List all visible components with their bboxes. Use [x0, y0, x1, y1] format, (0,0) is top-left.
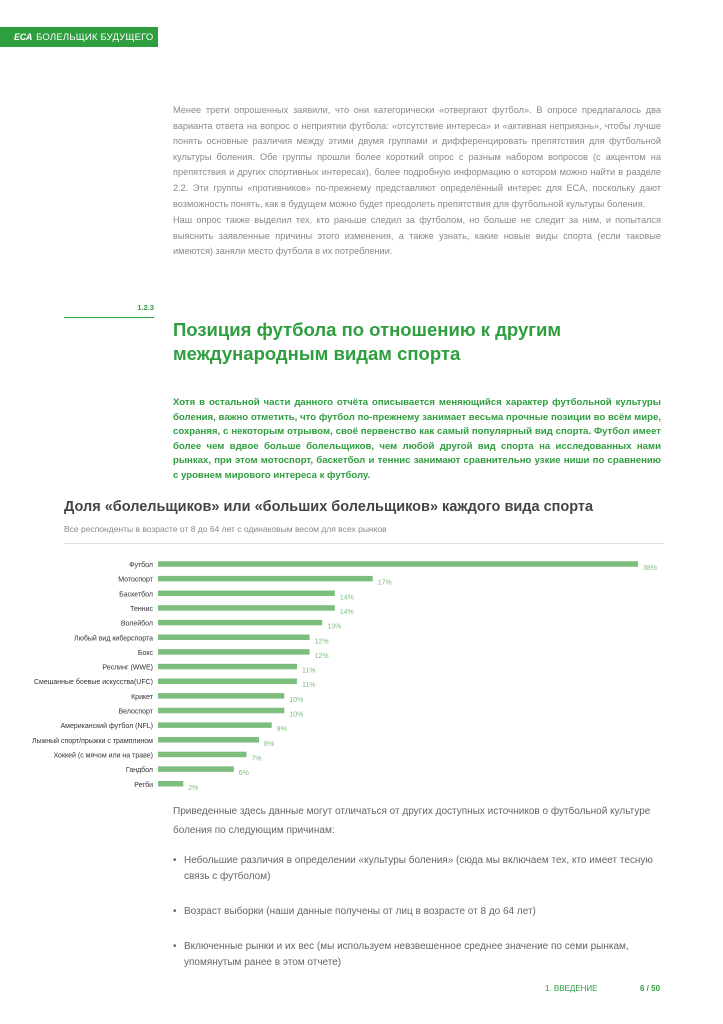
value-label: 2% — [188, 784, 199, 792]
intro-paragraph-1: Менее трети опрошенных заявили, что они категорически «отвергают футбол». В опросе предлагалось два варианта ответа на вопрос о неприятии футбола: «отсутствие интереса» и «активная неприязнь», чтобы лучше понять основные различия между этими двумя группами и дифференцировать препятствия для футбольной культуры боления. Обе группы прошли более короткий опрос с разным набором вопросов (с акцентом на препятствия и других спортивных интересах), более подробную информацию о котором можно найти в разделе 2.2. Эти группы «противников» по-прежнему представляют определённый интерес для ECA, поскольку дают возможность понять, как в будущем можно будет преодолеть препятствия для футбольной культуры боления. — [173, 105, 661, 209]
bar — [158, 635, 310, 641]
chart-title: Доля «болельщиков» или «больших болельщиков» каждого вида спорта — [64, 499, 594, 515]
category-label: Хоккей (с мячом или на траве) — [53, 752, 153, 760]
category-label: Американский футбол (NFL) — [60, 723, 153, 731]
value-label: 12% — [314, 638, 329, 646]
header-title: БОЛЕЛЬЩИК БУДУЩЕГО — [36, 31, 154, 43]
footnote-bullet: • Включенные рынки и их вес (мы используем невзвешенное среднее значение по семи рынкам, упомянутым ранее в этом отчете) — [173, 939, 663, 971]
eca-logo: ECA — [14, 32, 33, 42]
chart-divider — [64, 543, 664, 544]
category-label: Любый вид киберспорта — [73, 635, 153, 643]
section-divider — [64, 317, 154, 318]
bar — [158, 649, 310, 655]
value-label: 8% — [264, 740, 275, 748]
value-label: 10% — [289, 711, 304, 719]
value-label: 6% — [238, 770, 249, 778]
value-label: 12% — [314, 652, 329, 660]
category-label: Бокс — [137, 649, 153, 657]
value-label: 14% — [339, 594, 354, 602]
intro-text — [173, 103, 661, 261]
bar — [158, 752, 246, 758]
bar — [158, 693, 284, 699]
bar — [158, 605, 335, 611]
page-number: 6 / 50 — [640, 984, 661, 993]
footnote-list — [173, 853, 663, 971]
bar — [158, 620, 322, 626]
header-band — [0, 27, 158, 47]
category-label: Реслинг (WWE) — [102, 664, 153, 672]
category-label: Волейбол — [120, 620, 153, 628]
category-label: Регби — [134, 781, 153, 789]
intro-paragraph-2: Наш опрос также выделил тех, кто раньше следил за футболом, но больше не следит за ним, и попытался выяснить заявленные причины этого изменения, а также узнать, какие новые виды спорта (если таковые имеются) заняли место футбола в их потреблении. — [173, 215, 661, 257]
value-label: 10% — [289, 696, 304, 704]
bar — [158, 678, 297, 684]
section-number: 1.2.3 — [137, 303, 154, 312]
value-label: 13% — [327, 623, 342, 631]
footer-chapter: 1. ВВЕДЕНИЕ — [545, 984, 598, 993]
category-label: Теннис — [130, 605, 153, 613]
footnote-bullet: • Возраст выборки (наши данные получены от лиц в возрасте от 8 до 64 лет) — [173, 904, 663, 920]
bar — [158, 781, 183, 787]
bar — [158, 576, 373, 582]
chart-subtitle: Все респонденты в возрасте от 8 до 64 лет с одинаковым весом для всех рынков — [64, 524, 387, 534]
footnote-bullet: • Небольшие различия в определении «культуры боления» (сюда мы включаем тех, кто имеет тесную связь с футболом) — [173, 853, 663, 885]
section-lead: Хотя в остальной части данного отчёта описывается меняющийся характер футбольной культуры боления, важно отметить, что футбол по-прежнему занимает весьма прочные позиции во всём мире, сохраняя, с некоторым отрывом, своё первенство как самый популярный вид спорта. Футбол имеет более чем вдвое больше болельщиков, чем любой другой вид спорта на исследованных нами рынках, при этом мотоспорт, баскетбол и теннис занимают сравнительно узкие ниши по сравнению с уровнем мирового интереса к футболу. — [173, 397, 661, 481]
category-label: Футбол — [129, 562, 153, 569]
category-label: Велоспорт — [118, 708, 153, 716]
bar — [158, 591, 335, 597]
bar — [158, 561, 638, 567]
category-label: Баскетбол — [119, 591, 153, 599]
section-title: Позиция футбола по отношению к другим международным видам спорта — [173, 319, 562, 364]
category-label: Лыжный спорт/прыжки с трамплином — [31, 737, 153, 745]
value-label: 9% — [276, 726, 287, 734]
category-label: Смешанные боевые искусства(UFC) — [33, 679, 153, 687]
category-label: Гандбол — [125, 767, 153, 775]
value-label: 7% — [251, 755, 262, 763]
value-label: 11% — [301, 682, 316, 690]
sports-fan-share-chart — [0, 555, 723, 800]
footnote — [173, 802, 663, 971]
bar — [158, 708, 284, 714]
value-label: 17% — [377, 579, 392, 587]
category-label: Крикет — [131, 693, 153, 701]
value-label: 11% — [301, 667, 316, 675]
value-label: 14% — [339, 608, 354, 616]
category-label: Мотоспорт — [118, 576, 153, 584]
bar — [158, 737, 259, 743]
bar — [158, 664, 297, 670]
footnote-intro: Приведенные здесь данные могут отличаться от других доступных источников о футбольной культуре боления по следующим причинам: — [173, 806, 651, 836]
bar — [158, 766, 234, 772]
bar — [158, 722, 272, 728]
value-label: 38% — [643, 565, 658, 572]
